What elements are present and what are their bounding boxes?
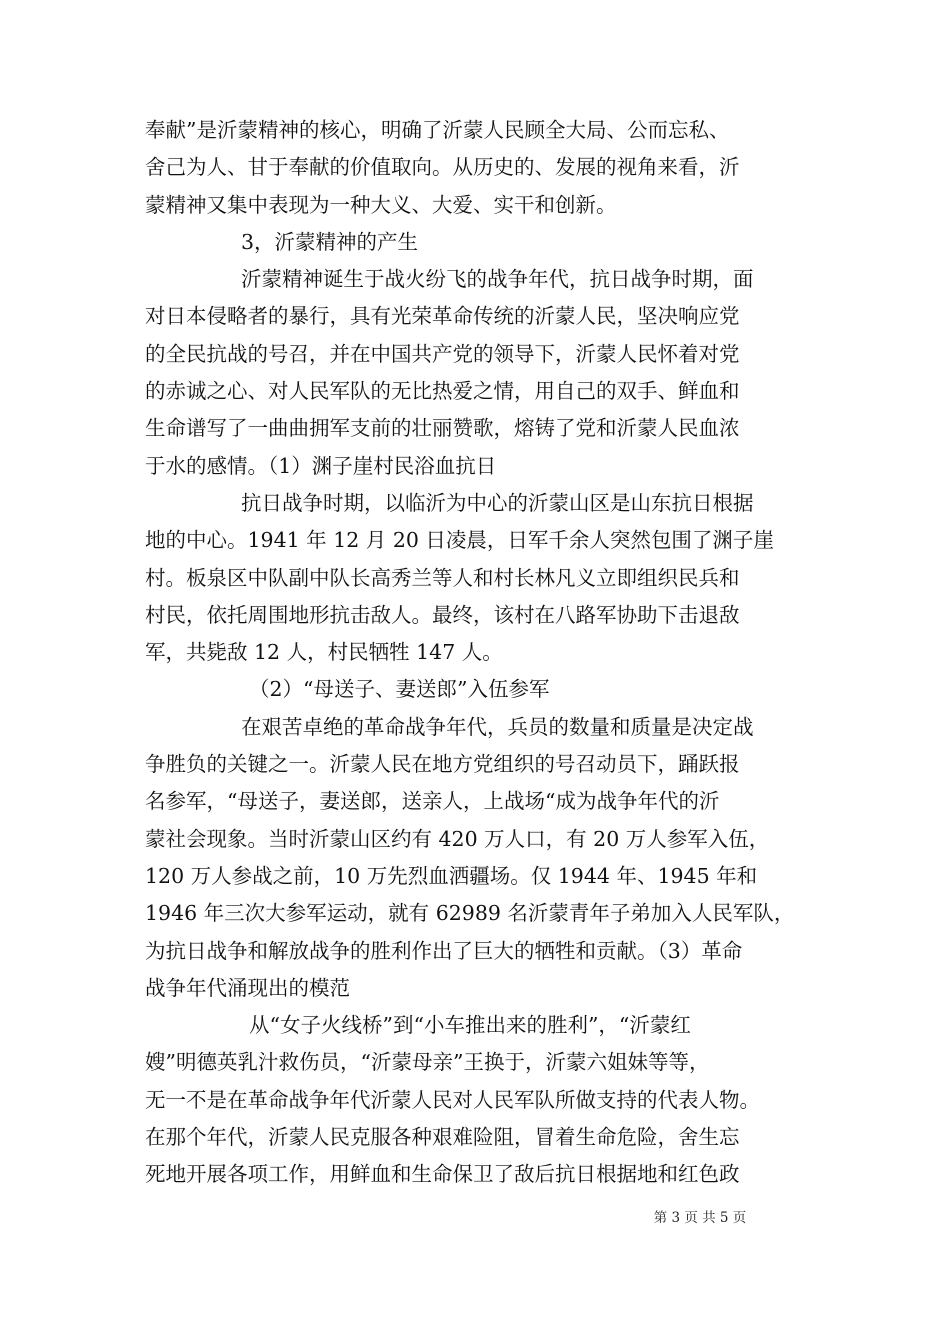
text-line: 争胜负的关键之一。沂蒙人民在地方党组织的号召动员下，踊跃报: [145, 752, 740, 777]
text-line: 村民，依托周围地形抗击敌人。最终，该村在八路军协助下击退敌: [145, 602, 740, 627]
text-line: 奉献”是沂蒙精神的核心，明确了沂蒙人民顾全大局、公而忘私、: [145, 118, 730, 142]
text-line: 抗日战争时期，以临沂为中心的沂蒙山区是山东抗日根据: [241, 490, 754, 515]
text-line: 在艰苦卓绝的革命战争年代，兵员的数量和质量是决定战: [241, 714, 754, 739]
text-line: 生命谱写了一曲曲拥军支前的壮丽赞歌，熔铸了党和沂蒙人民血浓: [145, 416, 740, 441]
text-line: 地的中心。1941 年 12 月 20 日凌晨，日军千余人突然包围了渊子崖: [145, 528, 774, 553]
text-line: 战争年代涌现出的模范: [145, 975, 350, 1000]
text-line: 于水的感情。（1）渊子崖村民浴血抗日: [145, 453, 497, 478]
text-line: 死地开展各项工作，用鲜血和生命保卫了敌后抗日根据地和红色政: [145, 1162, 740, 1187]
page-number: 第 3 页 共 5 页: [653, 1210, 747, 1226]
text-line: 沂蒙精神诞生于战火纷飞的战争年代，抗日战争时期，面: [241, 267, 754, 292]
text-line: 在那个年代，沂蒙人民克服各种艰难险阻，冒着生命危险，舍生忘: [145, 1125, 740, 1150]
section-heading: （2）“母送子、妻送郎”入伍参军: [249, 677, 550, 702]
text-line: 舍己为人、甘于奉献的价值取向。从历史的、发展的视角来看，沂: [145, 155, 740, 180]
text-line: 蒙精神又集中表现为一种大义、大爱、实干和创新。: [145, 192, 617, 217]
text-line: 蒙社会现象。当时沂蒙山区约有 420 万人口，有 20 万人参军入伍，: [145, 826, 770, 851]
text-line: 为抗日战争和解放战争的胜利作出了巨大的牺牲和贡献。（3）革命: [145, 938, 743, 963]
text-line: 从“女子火线桥”到“小车推出来的胜利”，“沂蒙红: [249, 1013, 691, 1038]
text-line: 军，共毙敌 12 人，村民牺牲 147 人。: [145, 640, 503, 665]
document-body: [145, 112, 815, 1194]
text-line: 嫂”明德英乳汁救伤员，“沂蒙母亲”王换于，沂蒙六姐妹等等，: [145, 1050, 710, 1075]
text-line: 120 万人参战之前，10 万先烈血洒疆场。仅 1944 年、1945 年和: [145, 863, 758, 888]
text-line: 名参军，“母送子，妻送郎，送亲人，上战场“成为战争年代的沂: [145, 789, 720, 814]
text-line: 的赤诚之心、对人民军队的无比热爱之情，用自己的双手、鲜血和: [145, 379, 740, 404]
text-line: 对日本侵略者的暴行，具有光荣革命传统的沂蒙人民，坚决响应党: [145, 304, 740, 329]
text-line: 的全民抗战的号召，并在中国共产党的领导下，沂蒙人民怀着对党: [145, 341, 740, 366]
text-line: 无一不是在革命战争年代沂蒙人民对人民军队所做支持的代表人物。: [145, 1087, 760, 1112]
section-heading: 3，沂蒙精神的产生: [241, 229, 419, 254]
text-line: 1946 年三次大参军运动，就有 62989 名沂蒙青年子弟加入人民军队，: [145, 901, 795, 926]
text-line: 村。板泉区中队副中队长高秀兰等人和村长林凡义立即组织民兵和: [145, 565, 740, 590]
